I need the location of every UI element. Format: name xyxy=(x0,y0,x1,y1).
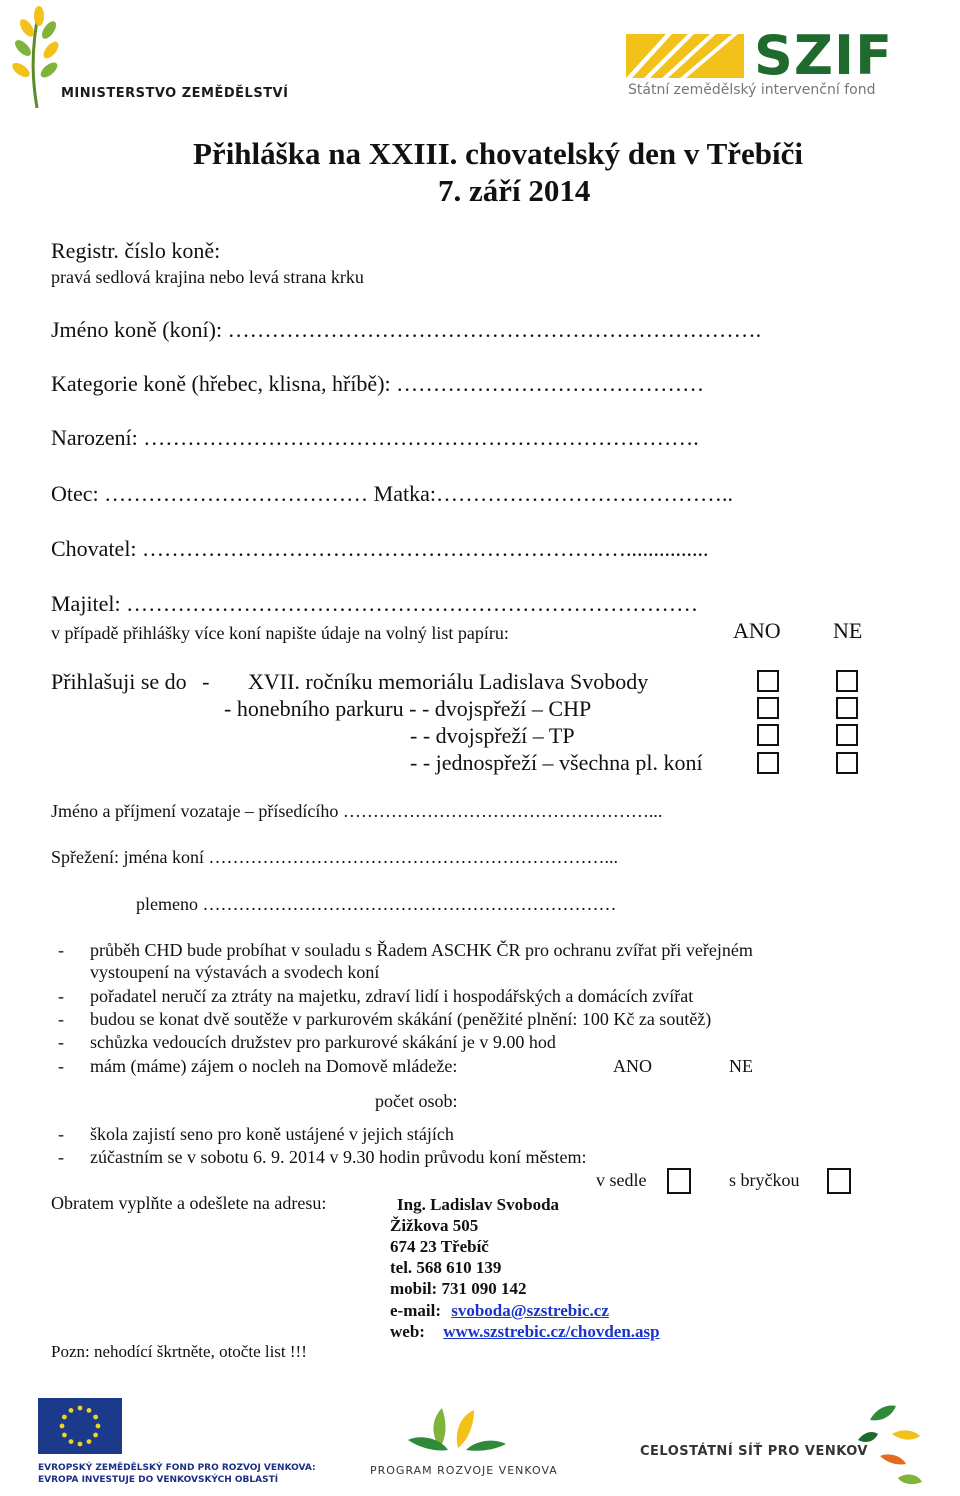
eu-flag-icon xyxy=(38,1398,122,1454)
eu-logo xyxy=(38,1398,316,1490)
send-prompt: Obratem vyplňte a odešlete na adresu: xyxy=(51,1193,327,1213)
note-dash: - xyxy=(58,940,64,960)
registration-lead xyxy=(51,669,210,695)
accommodation-ne[interactable]: NE xyxy=(729,1056,753,1076)
birth-field: Narození: …………………………………………………………………. xyxy=(51,425,699,450)
single-option: - - jednospřeží – všechna pl. koní xyxy=(410,750,703,775)
ano-column-header: ANO xyxy=(733,618,781,643)
carriage-label: s bryčkou xyxy=(729,1170,800,1190)
note-dash: - xyxy=(58,1124,64,1144)
prv-logo xyxy=(370,1404,570,1486)
ministry-logo xyxy=(5,4,289,108)
note-dash: - xyxy=(58,986,64,1006)
field-stripes-icon xyxy=(626,34,744,78)
contact-web-row xyxy=(390,1322,660,1342)
parkur-ne-checkbox[interactable] xyxy=(836,697,858,719)
eu-fund-line2: EVROPA INVESTUJE DO VENKOVSKÝCH OBLASTÍ xyxy=(38,1475,279,1485)
persons-count-label: počet osob: xyxy=(375,1091,458,1111)
tp-option: - - dvojspřeží – TP xyxy=(410,723,575,748)
prv-label: PROGRAM ROZVOJE VENKOVA xyxy=(370,1464,558,1477)
single-ano-checkbox[interactable] xyxy=(757,752,779,774)
note-liability: pořadatel neručí za ztráty na majetku, zdraví lidí i hospodářských a domácích zvířat xyxy=(90,986,694,1006)
szif-subtitle: Státní zemědělský intervenční fond xyxy=(628,82,876,98)
note-parade: zúčastním se v sobotu 6. 9. 2014 v 9.30 hodin průvodu koní městem: xyxy=(90,1147,587,1167)
szif-wordmark: SZIF xyxy=(754,24,894,87)
reg-number-hint: pravá sedlová krajina nebo levá strana krku xyxy=(51,267,364,287)
memorial-ano-checkbox[interactable] xyxy=(757,670,779,692)
memorial-option: XVII. ročníku memoriálu Ladislava Svobody xyxy=(248,669,649,694)
note-animal-welfare: průběh CHD bude probíhat v souladu s Řadem ASCHK ČR pro ochranu zvířat při veřejném xyxy=(90,940,753,960)
web-label: web: xyxy=(390,1322,425,1341)
breeder-field: Chovatel: …………………………………………………………............... xyxy=(51,536,709,561)
note-dash: - xyxy=(58,1056,64,1076)
ne-column-header: NE xyxy=(833,618,863,643)
tp-ano-checkbox[interactable] xyxy=(757,724,779,746)
eu-fund-line1: EVROPSKÝ ZEMĚDĚLSKÝ FOND PRO ROZVOJ VENKOVA: xyxy=(38,1463,316,1473)
email-link[interactable]: svoboda@szstrebic.cz xyxy=(451,1301,609,1320)
note-accommodation: mám (máme) zájem o nocleh na Domově mládeže: xyxy=(90,1056,458,1076)
carriage-checkbox[interactable] xyxy=(827,1168,851,1194)
note-hay: škola zajistí seno pro koně ustájené v jejich stájích xyxy=(90,1124,454,1144)
note-competitions: budou se konat dvě soutěže v parkurovém skákání (peněžité plnění: 100 Kč za soutěž) xyxy=(90,1009,712,1029)
contact-city: 674 23 Třebíč xyxy=(390,1237,489,1256)
note-dash: - xyxy=(58,1009,64,1029)
registration-dash: - xyxy=(202,669,210,694)
team-horses-field: Spřežení: jména koní …………………………………………………………... xyxy=(51,847,618,867)
ministry-name: MINISTERSTVO ZEMĚDĚLSTVÍ xyxy=(61,86,289,101)
tp-ne-checkbox[interactable] xyxy=(836,724,858,746)
footnote: Pozn: nehodící škrtněte, otočte list !!! xyxy=(51,1342,307,1361)
note-dash: - xyxy=(58,1032,64,1052)
note-meeting: schůzka vedoucích družstev pro parkurové skákání je v 9.00 hod xyxy=(90,1032,556,1052)
parents-field: Otec: ……………………………… Matka:………………………………….. xyxy=(51,481,733,506)
page-title: Přihláška na XXIII. chovatelský den v Třebíči xyxy=(193,136,804,171)
saddle-checkbox[interactable] xyxy=(667,1168,691,1194)
event-date: 7. září 2014 xyxy=(438,173,591,208)
breed-field: plemeno …………………………………………………………… xyxy=(136,894,617,914)
memorial-ne-checkbox[interactable] xyxy=(836,670,858,692)
registration-lead-text: Přihlašuji se do xyxy=(51,669,187,694)
multi-horse-note: v případě přihlášky více koní napište údaje na volný list papíru: xyxy=(51,623,509,643)
reg-number-label: Registr. číslo koně: xyxy=(51,238,221,263)
contact-phone: tel. 568 610 139 xyxy=(390,1258,502,1277)
accommodation-ano[interactable]: ANO xyxy=(613,1056,652,1076)
note-animal-welfare-cont: vystoupení na výstavách a svodech koní xyxy=(90,962,380,982)
parkur-option: - honebního parkuru - - dvojspřeží – CHP xyxy=(224,696,592,721)
horse-category-field: Kategorie koně (hřebec, klisna, hříbě): …………………………………… xyxy=(51,371,705,396)
single-ne-checkbox[interactable] xyxy=(836,752,858,774)
css-label: CELOSTÁTNÍ SÍŤ PRO VENKOV xyxy=(640,1444,868,1459)
contact-mobile: mobil: 731 090 142 xyxy=(390,1279,527,1298)
driver-field: Jméno a příjmení vozataje – přísedícího ……………………………………………... xyxy=(51,801,663,821)
szif-logo xyxy=(626,24,926,102)
css-logo xyxy=(640,1400,930,1490)
contact-email-row xyxy=(390,1301,609,1321)
owner-field: Majitel: …………………………………………………………………… xyxy=(51,591,699,616)
parkur-ano-checkbox[interactable] xyxy=(757,697,779,719)
contact-street: Žižkova 505 xyxy=(390,1216,479,1235)
prv-leaves-icon xyxy=(370,1404,550,1454)
horse-name-field: Jméno koně (koní): ………………………………………………………………. xyxy=(51,317,762,342)
web-link[interactable]: www.szstrebic.cz/chovden.asp xyxy=(443,1322,660,1341)
contact-name: Ing. Ladislav Svoboda xyxy=(397,1195,560,1214)
saddle-label: v sedle xyxy=(596,1170,647,1190)
email-label: e-mail: xyxy=(390,1301,441,1320)
note-dash: - xyxy=(58,1147,64,1167)
wheat-icon xyxy=(5,4,69,108)
